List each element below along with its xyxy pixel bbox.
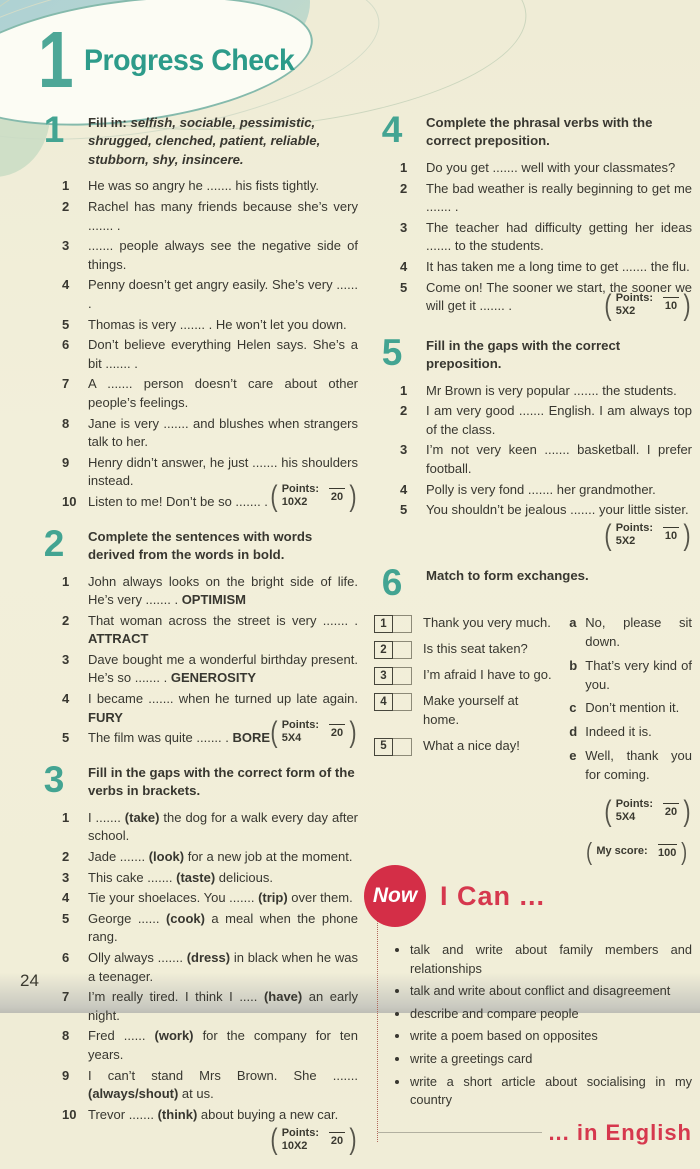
item-text: Fred ...... (work) for the company for ten years. [88, 1028, 359, 1062]
match-response: Don’t mention it. [585, 700, 680, 716]
footer-rule [378, 1132, 542, 1133]
exercise-item [62, 276, 358, 313]
my-score-total: 100 [657, 846, 677, 859]
item-number: 4 [62, 890, 70, 906]
now-i-can-footer [378, 1120, 692, 1146]
match-answer-box [374, 641, 412, 659]
exercise-5-head [374, 331, 692, 374]
match-left-item [374, 640, 555, 659]
exercise-item [62, 612, 358, 649]
paren-close: ) [349, 479, 357, 513]
match-phrase: Is this seat taken? [423, 640, 528, 656]
exercise-1 [36, 109, 358, 513]
now-i-can-bullet: • talk and write about conflict and disagreement [410, 982, 692, 1001]
paren-open: ( [270, 715, 278, 749]
exercise-item [62, 573, 358, 610]
match-number-box: 1 [374, 615, 393, 633]
exercise-6-instruction: Match to form exchanges. [426, 567, 589, 583]
item-text: Penny doesn’t get angry easily. She’s very ...... . [88, 277, 358, 312]
points-total: 20 [330, 727, 344, 740]
match-right-item [569, 699, 692, 718]
item-number: 8 [62, 415, 70, 431]
match-response: No, please sit down. [585, 614, 692, 649]
exercise-2-number: 2 [43, 522, 65, 564]
paren-open: ( [586, 837, 593, 866]
match-phrase: Thank you very much. [423, 614, 551, 630]
points-total: 20 [330, 1134, 344, 1147]
score-blank [329, 488, 345, 489]
item-text: Dave bought me a wonderful birthday present. He’s so ....... . GENEROSITY [88, 651, 358, 686]
paren-close: ) [680, 837, 687, 866]
item-text: I’m not very keen ....... basketball. I prefer football. [426, 442, 692, 477]
match-answer-box [374, 738, 412, 756]
match-left-item [374, 737, 555, 756]
points-label: Points: [615, 798, 653, 811]
match-empty-box [393, 641, 412, 659]
match-answer-box [374, 693, 412, 730]
item-text: I ....... (take) the dog for a walk every day after school. [88, 809, 358, 844]
item-text: Don’t believe everything Helen says. She’s a bit ....... . [88, 337, 358, 371]
paren-close: ) [349, 1123, 357, 1157]
exercise-1-items [62, 177, 358, 511]
match-response: Well, thank you for coming. [585, 748, 692, 782]
exercise-3 [36, 758, 359, 1157]
page-number: 24 [20, 971, 39, 990]
points-badge-3 [36, 1123, 358, 1157]
item-text: George ...... (cook) a meal when the phone rang. [88, 910, 358, 945]
item-number: 1 [62, 573, 70, 589]
exercise-4-head [374, 109, 692, 151]
exercise-2-instruction: Complete the sentences with words derived from the words in bold. [88, 528, 313, 563]
score-blank [663, 803, 679, 804]
item-text: Olly always ....... (dress) in black when he was a teenager. [88, 949, 358, 984]
now-i-can-section [374, 865, 692, 1145]
exercise-3-instruction: Fill in the gaps with the correct form of the verbs in brackets. [88, 764, 355, 799]
item-text: The film was quite ....... . BORE [88, 730, 271, 746]
item-number: 7 [62, 376, 70, 392]
paren-close: ) [349, 715, 357, 749]
match-empty-box [393, 615, 412, 633]
match-right-item [569, 657, 692, 695]
item-text: Tie your shoelaces. You ....... (trip) over them. [88, 890, 353, 906]
item-number: 3 [62, 651, 70, 667]
exercise-3-head [36, 758, 358, 801]
item-text: I’m really tired. I think I ..... (have) an early night. [88, 989, 358, 1023]
exercise-4 [374, 109, 692, 322]
item-text: Rachel has many friends because she’s very ....... . [88, 199, 358, 233]
item-number: 6 [62, 949, 70, 965]
now-i-can-title: I Can ... [440, 880, 546, 911]
paren-open: ( [270, 479, 278, 513]
item-number: 4 [400, 481, 408, 497]
points-total: 10 [664, 300, 678, 313]
right-column [372, 109, 692, 1146]
now-i-can-bullet: • write a poem based on opposites [410, 1027, 692, 1046]
exercise-item [400, 159, 692, 178]
item-text: ....... people always see the negative side of things. [88, 238, 358, 272]
exercise-3-number: 3 [43, 758, 65, 800]
match-left-item [374, 666, 555, 685]
item-text: A ....... person doesn’t care about other people’s feelings. [88, 376, 358, 410]
exercise-item [400, 501, 692, 520]
exercise-4-number: 4 [381, 109, 403, 150]
match-answer-box [374, 667, 412, 685]
item-text: Do you get ....... well with your classmates? [426, 159, 676, 175]
item-text: That woman across the street is very ....... . ATTRACT [88, 612, 358, 647]
exercise-6-number: 6 [381, 561, 403, 603]
exercise-1-number: 1 [43, 109, 65, 150]
match-letter: d [569, 724, 578, 740]
item-text: Thomas is very ....... . He won’t let you down. [88, 316, 347, 332]
points-label: Points: [615, 292, 653, 305]
exercise-item [62, 848, 358, 867]
item-number: 2 [400, 403, 408, 419]
exercise-5-items [400, 382, 692, 520]
item-text: Mr Brown is very popular ....... the students. [426, 382, 677, 398]
item-number: 2 [62, 612, 70, 628]
exercise-item [62, 316, 358, 335]
item-number: 5 [400, 279, 408, 295]
item-text: Jade ....... (look) for a new job at the moment. [88, 849, 353, 865]
exercise-item [62, 198, 358, 235]
match-right-item [569, 747, 692, 785]
match-answer-box [374, 615, 412, 633]
points-badge-6 [374, 794, 692, 828]
match-letter: a [569, 614, 577, 630]
match-left-item [374, 692, 555, 730]
paren-open: ( [604, 288, 612, 322]
points-label: Points: [281, 482, 319, 495]
now-i-can-bullet: • describe and compare people [410, 1005, 692, 1024]
points-badge-5 [374, 518, 692, 552]
item-number: 2 [62, 849, 70, 865]
exercise-item [62, 889, 358, 908]
item-number: 3 [400, 442, 408, 458]
item-number: 9 [62, 1067, 70, 1083]
points-formula: 5X4 [281, 732, 302, 745]
item-number: 5 [62, 316, 70, 332]
item-number: 5 [400, 502, 408, 518]
exercise-item [62, 809, 358, 846]
unit-number: 1 [38, 15, 74, 104]
item-number: 1 [400, 159, 408, 175]
exercise-item [400, 180, 692, 217]
match-right-item [569, 614, 692, 652]
exercise-4-instruction: Complete the phrasal verbs with the correct preposition. [426, 115, 653, 149]
score-blank [663, 527, 679, 528]
item-number: 7 [62, 989, 70, 1005]
now-i-can-bullet: • talk and write about family members and relationships [410, 941, 692, 978]
exercise-item [62, 910, 358, 947]
match-left-column [374, 614, 555, 790]
points-total: 20 [664, 806, 678, 819]
match-phrase: I’m afraid I have to go. [423, 666, 552, 682]
item-text: This cake ....... (taste) delicious. [88, 869, 273, 885]
exercise-5 [374, 331, 692, 552]
item-number: 9 [62, 454, 70, 470]
item-text: Come on! The sooner we start, the sooner we will get it ....... . [426, 279, 692, 314]
item-text: Henry didn’t answer, he just ....... his shoulders instead. [88, 454, 358, 489]
exercise-item [62, 237, 358, 274]
exercise-item [400, 219, 692, 256]
points-label: Points: [281, 719, 319, 732]
match-right-column [569, 614, 692, 790]
exercise-item [62, 988, 358, 1025]
points-label: Points: [615, 522, 653, 535]
exercise-item [62, 869, 358, 888]
paren-open: ( [604, 794, 612, 828]
exercise-item [62, 177, 358, 196]
item-number: 10 [62, 1106, 77, 1122]
match-number-box: 2 [374, 641, 393, 659]
paren-open: ( [270, 1123, 278, 1157]
exercise-item [62, 1106, 358, 1125]
paren-close: ) [683, 518, 691, 552]
exercise-item [62, 1067, 358, 1104]
item-text: You shouldn’t be jealous ....... your little sister. [426, 502, 689, 518]
points-formula: 10X2 [281, 496, 308, 509]
score-blank [663, 297, 679, 298]
exercise-item [62, 949, 358, 986]
paren-open: ( [604, 518, 612, 552]
score-blank [329, 724, 345, 725]
in-english-label: ... in English [548, 1119, 692, 1145]
item-number: 4 [62, 277, 70, 293]
item-text: Jane is very ....... and blushes when strangers talk to her. [88, 415, 358, 450]
now-i-can-bullets [378, 941, 692, 1109]
item-number: 10 [62, 493, 77, 509]
exercise-item [400, 258, 692, 277]
exercise-item [400, 402, 692, 439]
item-text: John always looks on the bright side of life. He’s very ....... . OPTIMISM [88, 573, 358, 608]
item-number: 8 [62, 1028, 70, 1044]
exercise-item [400, 441, 692, 478]
match-letter: e [569, 748, 577, 764]
item-number: 2 [62, 199, 70, 215]
paren-close: ) [683, 288, 691, 322]
points-formula: 5X4 [615, 811, 636, 824]
match-number-box: 4 [374, 693, 393, 711]
match-right-item [569, 723, 692, 742]
match-grid [374, 614, 692, 790]
item-number: 1 [62, 178, 70, 194]
item-number: 6 [62, 337, 70, 353]
exercise-5-instruction: Fill in the gaps with the correct preposition. [426, 337, 621, 372]
my-score-label: My score: [596, 845, 648, 858]
match-response: Indeed it is. [585, 724, 652, 740]
item-text: The teacher had difficulty getting her ideas ....... to the students. [426, 219, 692, 254]
points-formula: 5X2 [615, 535, 636, 548]
exercise-item [400, 382, 692, 401]
item-number: 4 [62, 691, 70, 707]
item-text: Trevor ....... (think) about buying a new car. [88, 1106, 339, 1122]
exercise-1-head [36, 109, 358, 169]
my-score-badge [374, 837, 688, 866]
paren-close: ) [683, 794, 691, 828]
now-badge: Now [364, 865, 426, 927]
points-total: 20 [330, 490, 344, 503]
match-left-item [374, 614, 555, 633]
exercise-item [62, 415, 358, 452]
item-number: 3 [400, 219, 408, 235]
exercise-item [62, 375, 358, 412]
left-column [36, 109, 359, 1169]
points-label: Points: [281, 1126, 319, 1139]
item-text: Listen to me! Don’t be so ....... . [88, 493, 268, 509]
match-empty-box [393, 667, 412, 685]
match-empty-box [393, 693, 412, 711]
now-i-can-head [372, 865, 692, 927]
item-number: 3 [62, 238, 70, 254]
item-number: 2 [400, 180, 408, 196]
exercise-item [62, 336, 358, 373]
exercise-5-number: 5 [381, 331, 403, 373]
item-number: 3 [62, 869, 70, 885]
item-number: 4 [400, 258, 408, 274]
item-text: The bad weather is really beginning to get me ....... . [426, 180, 692, 215]
match-phrase: Make yourself at home. [423, 692, 519, 727]
exercise-1-instruction: Fill in: selfish, sociable, pessimistic, shrugged, clenched, patient, reliable, stubborn, shy, insincere. [88, 115, 321, 167]
match-empty-box [393, 738, 412, 756]
item-text: He was so angry he ....... his fists tightly. [88, 178, 319, 194]
match-number-box: 3 [374, 667, 393, 685]
item-text: It has taken me a long time to get ....... the flu. [426, 258, 690, 274]
now-i-can-bullet: • write a greetings card [410, 1050, 692, 1069]
match-letter: b [569, 657, 578, 673]
item-text: I became ....... when he turned up late again. FURY [88, 691, 358, 725]
now-i-can-bullet: • write a short article about socialising in my country [410, 1073, 692, 1110]
points-total: 10 [664, 530, 678, 543]
exercise-2-head [36, 522, 358, 565]
match-response: That’s very kind of you. [585, 657, 692, 692]
exercise-6-head [374, 561, 692, 603]
match-number-box: 5 [374, 738, 393, 756]
exercise-3-items [62, 809, 358, 1125]
item-number: 5 [62, 910, 70, 926]
exercise-item [62, 1027, 358, 1064]
points-formula: 10X2 [281, 1139, 308, 1152]
item-number: 1 [62, 809, 70, 825]
exercise-2 [36, 522, 358, 749]
item-text: I can’t stand Mrs Brown. She ....... (always/shout) at us. [88, 1067, 358, 1102]
score-blank [658, 844, 677, 845]
dotted-divider [377, 921, 378, 1141]
page-title: Progress Check [84, 44, 295, 77]
match-phrase: What a nice day! [423, 737, 520, 753]
points-formula: 5X2 [615, 305, 636, 318]
exercise-item [62, 651, 358, 688]
exercise-item [400, 481, 692, 500]
item-text: I am very good ....... English. I am always top of the class. [426, 403, 692, 437]
match-letter: c [569, 700, 577, 716]
score-blank [329, 1132, 345, 1133]
item-number: 1 [400, 382, 408, 398]
item-number: 5 [62, 730, 70, 746]
exercise-6 [374, 561, 692, 828]
item-text: Polly is very fond ....... her grandmother. [426, 481, 656, 497]
